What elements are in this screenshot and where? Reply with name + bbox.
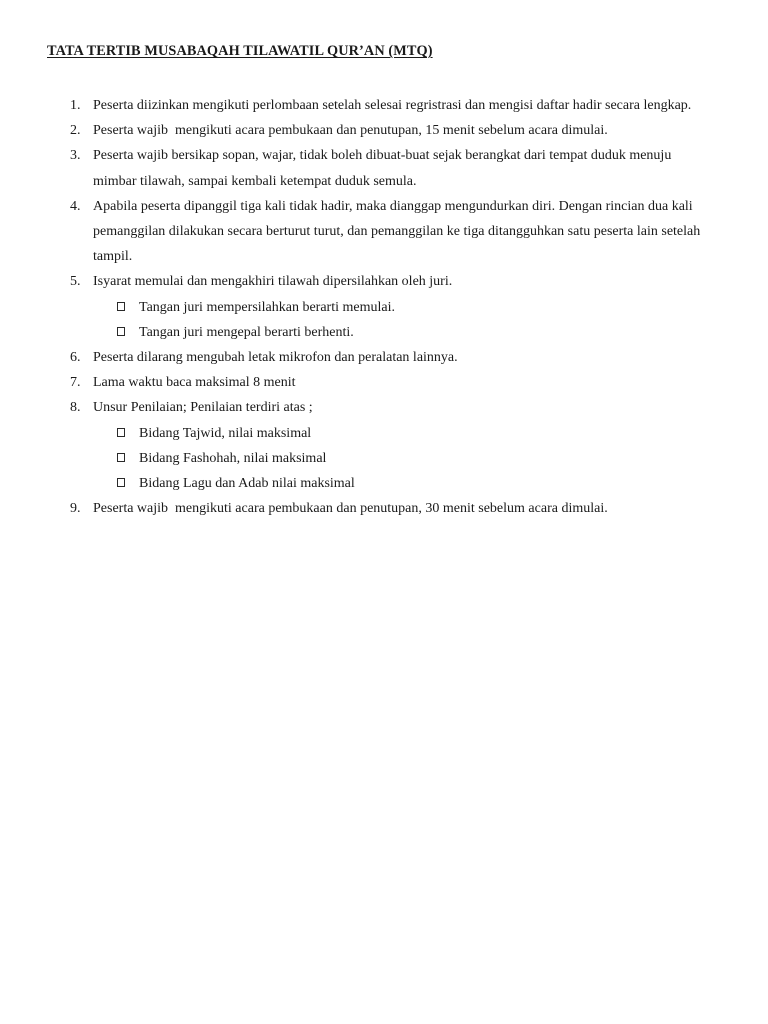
sub-item-text: Tangan juri mengepal berarti berhenti. — [139, 324, 354, 340]
rule-text: Peserta wajib mengikuti acara pembukaan dan penutupan, 30 menit sebelum acara dimulai. — [93, 501, 608, 517]
rule-text: Peserta dilarang mengubah letak mikrofon dan peralatan lainnya. — [93, 350, 458, 366]
sub-item-text: Bidang Fashohah, nilai maksimal — [139, 450, 327, 466]
rule-text: Peserta wajib mengikuti acara pembukaan dan penutupan, 15 menit sebelum acara dimulai. — [93, 123, 608, 139]
rule-text: Peserta wajib bersikap sopan, wajar, tidak boleh dibuat-buat sejak berangkat dari tempat duduk menuju mimbar tilawah, sampai kembali ketempat duduk semula. — [93, 148, 672, 189]
checkbox-bullet-icon — [117, 428, 125, 437]
sub-list-item — [0, 295, 768, 320]
rule-number: 3. — [70, 148, 81, 164]
sub-item-text: Bidang Tajwid, nilai maksimal — [139, 425, 312, 441]
rule-item-6 — [0, 345, 768, 370]
rule-number: 5. — [70, 274, 81, 290]
sub-list-item — [0, 320, 768, 345]
rule-item-7 — [0, 370, 768, 395]
rule-number: 1. — [70, 98, 81, 113]
rule-text: Peserta diizinkan mengikuti perlombaan setelah selesai regristrasi dan mengisi daftar hadir secara lengkap. — [93, 98, 692, 113]
sub-list-item — [0, 421, 768, 446]
sub-list-item — [0, 446, 768, 471]
rule-text: Apabila peserta dipanggil tiga kali tidak hadir, maka dianggap mengundurkan diri. Dengan rincian dua kali pemanggilan dilakukan secara berturut turut, dan pemanggilan ke tiga ditangguhkan satu peserta lain setelah tampil. — [93, 198, 701, 265]
rule-number: 9. — [70, 501, 81, 517]
checkbox-bullet-icon — [117, 302, 125, 311]
rule-text: Isyarat memulai dan mengakhiri tilawah dipersilahkan oleh juri. — [93, 274, 453, 290]
rule-number: 6. — [70, 350, 81, 366]
checkbox-bullet-icon — [117, 478, 125, 487]
rule-5-sub-list — [0, 295, 768, 345]
rule-item-2 — [0, 118, 768, 143]
sub-list-item — [0, 471, 768, 496]
rule-item-5 — [0, 269, 768, 294]
rule-item-4 — [0, 194, 768, 270]
rule-item-1 — [0, 93, 768, 118]
rule-number: 2. — [70, 123, 81, 139]
rule-text: Unsur Penilaian; Penilaian terdiri atas ; — [93, 400, 313, 416]
sub-item-text: Bidang Lagu dan Adab nilai maksimal — [139, 476, 355, 492]
checkbox-bullet-icon — [117, 327, 125, 336]
rule-text: Lama waktu baca maksimal 8 menit — [93, 375, 296, 391]
sub-item-text: Tangan juri mempersilahkan berarti memulai. — [139, 299, 395, 315]
checkbox-bullet-icon — [117, 453, 125, 462]
rule-number: 8. — [70, 400, 81, 416]
rule-number: 7. — [70, 375, 81, 391]
rule-item-8 — [0, 395, 768, 420]
rule-item-9 — [0, 496, 768, 521]
rule-number: 4. — [70, 198, 81, 214]
rules-list — [0, 93, 768, 521]
document-title: TATA TERTIB MUSABAQAH TILAWATIL QUR’AN (MTQ) — [47, 43, 433, 59]
rule-item-3 — [0, 143, 768, 193]
rule-8-sub-list — [0, 421, 768, 497]
